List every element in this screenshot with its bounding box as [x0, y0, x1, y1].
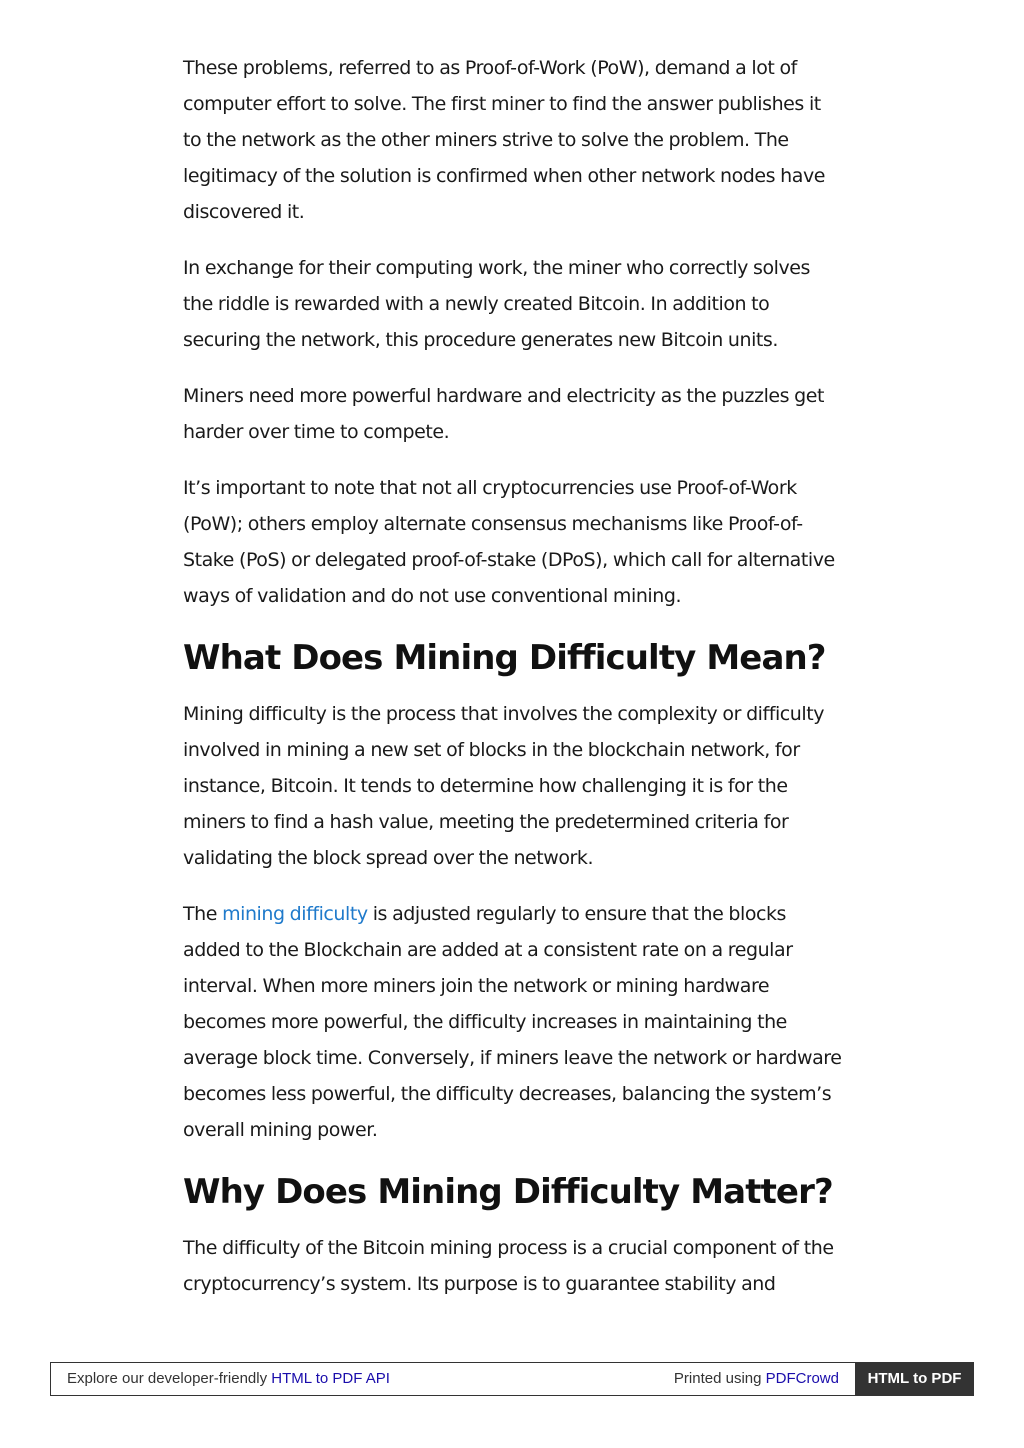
footer-explore-text: Explore our developer-friendly [67, 1370, 272, 1387]
mining-difficulty-link[interactable]: mining difficulty [222, 903, 368, 925]
heading-mining-difficulty-matter: Why Does Mining Difficulty Matter? [183, 1172, 833, 1212]
paragraph-consensus: It’s important to note that not all cryptocurrencies use Proof-of-Work (PoW); others employ alternate consensus mechanisms like Proof-of-Stake (PoS) or delegated proof-of-stake (DPoS), which call for alternative ways of validation and do not use conventional mining. [183, 477, 835, 607]
footer-printed-text: Printed using [673, 1370, 766, 1387]
article-body [183, 50, 843, 1322]
paragraph-reward: In exchange for their computing work, the miner who correctly solves the riddle is rewarded with a newly created Bitcoin. In addition to securing the network, this procedure generates new Bitcoin units. [183, 257, 810, 351]
footer-printed [674, 1363, 839, 1395]
heading-mining-difficulty-mean: What Does Mining Difficulty Mean? [183, 638, 826, 678]
html-to-pdf-badge[interactable]: HTML to PDF [855, 1362, 974, 1396]
pdf-footer-bar [50, 1362, 974, 1396]
paragraph-hardware: Miners need more powerful hardware and electricity as the puzzles get harder over time to compete. [183, 385, 825, 443]
paragraph-difficulty-definition: Mining difficulty is the process that involves the complexity or difficulty involved in mining a new set of blocks in the blockchain network, for instance, Bitcoin. It tends to determine how challenging it is for the miners to find a hash value, meeting the predetermined criteria for validating the block spread over the network. [183, 703, 825, 869]
paragraph-difficulty-importance: The difficulty of the Bitcoin mining process is a crucial component of the cryptocurrency’s system. Its purpose is to guarantee stability and [183, 1237, 834, 1295]
html-to-pdf-api-link[interactable]: HTML to PDF API [271, 1370, 390, 1387]
paragraph-text-pre: The [183, 903, 223, 925]
pdfcrowd-link[interactable]: PDFCrowd [765, 1370, 839, 1387]
paragraph-text-post: is adjusted regularly to ensure that the blocks added to the Blockchain are added at a consistent rate on a regular interval. When more miners join the network or mining hardware becomes more powerful, the difficulty increases in maintaining the average block time. Conversely, if miners leave the network or hardware becomes less powerful, the difficulty decreases, balancing the system’s overall mining power. [183, 903, 842, 1141]
paragraph-pow: These problems, referred to as Proof-of-Work (PoW), demand a lot of computer effort to solve. The first miner to find the answer publishes it to the network as the other miners strive to solve the problem. The legitimacy of the solution is confirmed when other network nodes have discovered it. [183, 57, 825, 223]
paragraph-difficulty-adjustment [183, 896, 843, 1148]
footer-explore [67, 1363, 390, 1395]
